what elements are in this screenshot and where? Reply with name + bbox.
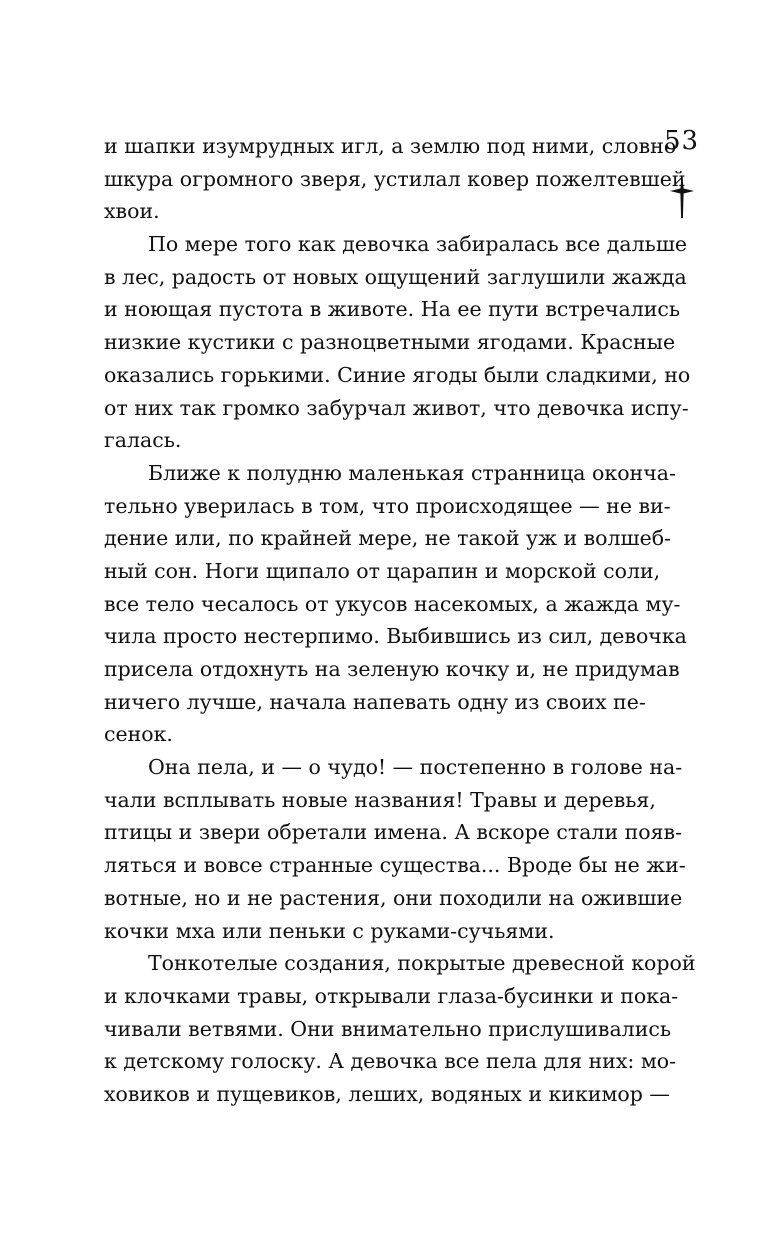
text-line: Тонкотелые создания, покрытые древесной корой [148, 951, 696, 976]
text-line: от них так громко забурчал живот, что девочка испу- [104, 395, 689, 420]
text-line: тельно уверилась в том, что происходящее — не ви- [104, 493, 671, 518]
text-line: в лес, радость от новых ощущений заглушили жажда [104, 264, 687, 289]
text-line: оказались горькими. Синие ягоды были сладкими, но [104, 362, 691, 387]
paragraph-5 [104, 947, 696, 1110]
text-line: птицы и звери обретали имена. А вскоре стали появ- [104, 820, 683, 845]
text-line: галась. [104, 428, 182, 453]
text-line: ный сон. Ноги щипало от царапин и морской соли, [104, 558, 661, 583]
text-line: шкура огромного зверя, устилал ковер пожелтевшей [104, 166, 686, 191]
text-line: чали всплывать новые названия! Травы и деревья, [104, 787, 656, 812]
text-line: ховиков и пущевиков, леших, водяных и кикимор — [104, 1081, 670, 1106]
text-line: все тело чесалось от укусов насекомых, а жажда му- [104, 591, 681, 616]
text-line: присела отдохнуть на зеленую кочку и, не придумав [104, 657, 680, 681]
text-line: Она пела, и — о чудо! — постепенно в голове на- [148, 755, 683, 780]
text-line: вотные, но и не растения, они походили на ожившие [104, 885, 683, 910]
text-line: чила просто нестерпимо. Выбившись из сил, девочка [104, 624, 687, 649]
text-line: хвои. [104, 199, 160, 224]
text-line: и ноющая пустота в животе. На ее пути встречались [104, 297, 681, 322]
text-line: чивали ветвями. Они внимательно прислушивались [104, 1016, 672, 1041]
text-line: Ближе к полудню маленькая странница оконча- [148, 460, 676, 485]
text-line: ляться и вовсе странные существа... Вроде бы не жи- [104, 853, 686, 878]
text-line: дение или, по крайней мере, не такой уж и волшеб- [104, 526, 671, 551]
text-line: и шапки изумрудных игл, а землю под ними, словно [104, 134, 677, 158]
text-line: По мере того как девочка забиралась все дальше [148, 232, 688, 257]
paragraph-2 [104, 228, 691, 457]
page-number: 53 [664, 126, 700, 156]
paragraph-4 [104, 751, 686, 947]
text-line: ничего лучше, начала напевать одну из своих пе- [104, 689, 646, 714]
text-line: сенок. [104, 722, 173, 747]
text-line: к детскому голоску. А девочка все пела для них: мо- [104, 1049, 677, 1074]
text-line: низкие кустики с разноцветными ягодами. Красные [104, 330, 676, 355]
paragraph-3 [104, 457, 687, 751]
text-line: и клочками травы, открывали глаза-бусинки и пока- [104, 983, 679, 1008]
text-line: кочки мха или пеньки с руками-сучьями. [104, 918, 555, 943]
